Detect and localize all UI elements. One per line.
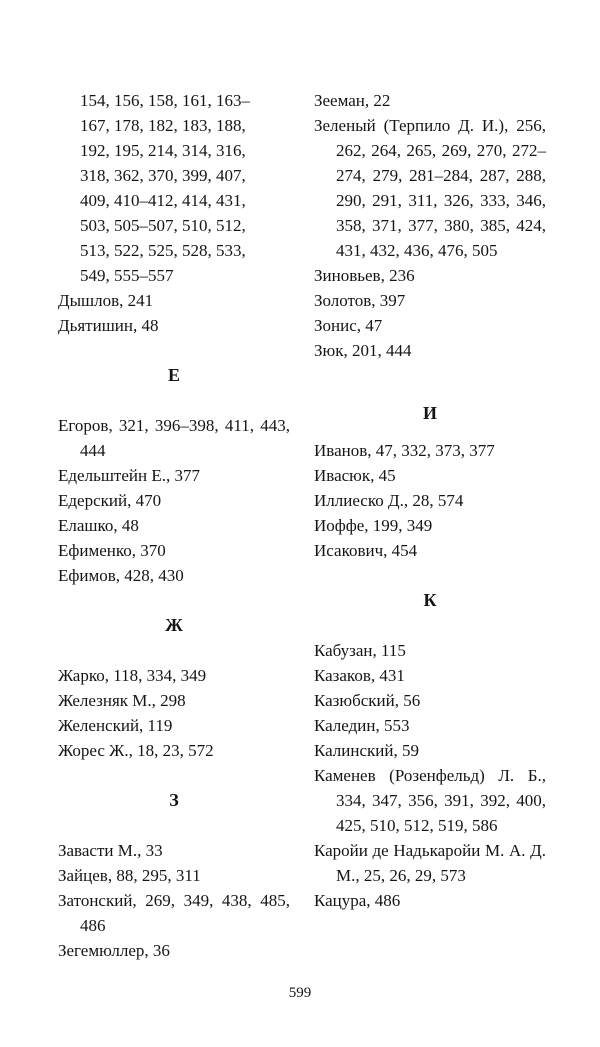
continued-entry-line: 192, 195, 214, 314, 316,: [80, 141, 246, 160]
index-entry: Каледин, 553: [314, 716, 410, 735]
index-entry: Елашко, 48: [58, 516, 139, 535]
index-entry: Едерский, 470: [58, 491, 162, 510]
index-entry: Дышлов, 241: [58, 291, 154, 310]
continued-entry: [58, 88, 290, 288]
index-entry: Каройи де Надькаройи М. А. Д. М., 25, 26, 29, 573: [314, 841, 546, 885]
continued-entry-line: 513, 522, 525, 528, 533,: [80, 241, 246, 260]
index-entry: Затонский, 269, 349, 438, 485, 486: [58, 891, 290, 935]
index-entry: Ефимов, 428, 430: [58, 566, 184, 585]
index-entry: Кабузан, 115: [314, 641, 406, 660]
section-letter-zh: Ж: [165, 615, 183, 635]
continued-entry-line: 549, 555–557: [80, 266, 174, 285]
index-entry: Завасти М., 33: [58, 841, 163, 860]
continued-entry-line: 167, 178, 182, 183, 188,: [80, 116, 246, 135]
index-entry: Калинский, 59: [314, 741, 419, 760]
continued-entry-line: 409, 410–412, 414, 431,: [80, 191, 246, 210]
index-entry: Едельштейн Е., 377: [58, 466, 200, 485]
index-entry: Исакович, 454: [314, 541, 418, 560]
index-entry: Зюк, 201, 444: [314, 341, 412, 360]
index-entry: Жарко, 118, 334, 349: [58, 666, 207, 685]
section-letter-e: Е: [167, 365, 180, 385]
index-entry: Егоров, 321, 396–398, 411, 443, 444: [58, 416, 290, 460]
index-entry: Кацура, 486: [314, 891, 401, 910]
index-entry: Казюбский, 56: [314, 691, 421, 710]
continued-entry-line: 318, 362, 370, 399, 407,: [80, 166, 246, 185]
index-entry: Жорес Ж., 18, 23, 572: [58, 741, 214, 760]
index-entry: Зонис, 47: [314, 316, 383, 335]
index-column-left: [58, 88, 290, 963]
index-entry: Каменев (Розенфельд) Л. Б., 334, 347, 356, 391, 392, 400, 425, 510, 512, 519, 586: [314, 766, 546, 835]
index-entry: Дьятишин, 48: [58, 316, 159, 335]
section-letter-k: К: [423, 590, 437, 610]
index-entry: Зееман, 22: [314, 91, 391, 110]
index-column-right: [314, 88, 546, 913]
page-number: 599: [288, 985, 312, 1001]
index-entry: Зиновьев, 236: [314, 266, 415, 285]
index-entry: Золотов, 397: [314, 291, 406, 310]
index-entry: Ефименко, 370: [58, 541, 166, 560]
continued-entry-line: 503, 505–507, 510, 512,: [80, 216, 246, 235]
section-letter-i: И: [422, 403, 437, 423]
section-letter-z: З: [169, 790, 179, 810]
index-entry: Зегемюллер, 36: [58, 941, 170, 960]
index-entry: Ивасюк, 45: [314, 466, 396, 485]
continued-entry-line: 154, 156, 158, 161, 163–: [80, 91, 250, 110]
index-entry: Казаков, 431: [314, 666, 405, 685]
index-entry: Зайцев, 88, 295, 311: [58, 866, 201, 885]
index-entry: Иоффе, 199, 349: [314, 516, 433, 535]
index-entry: Зеленый (Терпило Д. И.), 256, 262, 264, 265, 269, 270, 272–274, 279, 281–284, 287, 288, 290, 291, 311, 326, 333, 346, 358, 371, 377, 380, 385, 424, 431, 432, 436, 476, 505: [314, 116, 546, 260]
index-entry: Желенский, 119: [58, 716, 173, 735]
index-entry: Иллиеско Д., 28, 574: [314, 491, 464, 510]
index-entry: Иванов, 47, 332, 373, 377: [314, 441, 495, 460]
index-entry: Железняк М., 298: [58, 691, 186, 710]
